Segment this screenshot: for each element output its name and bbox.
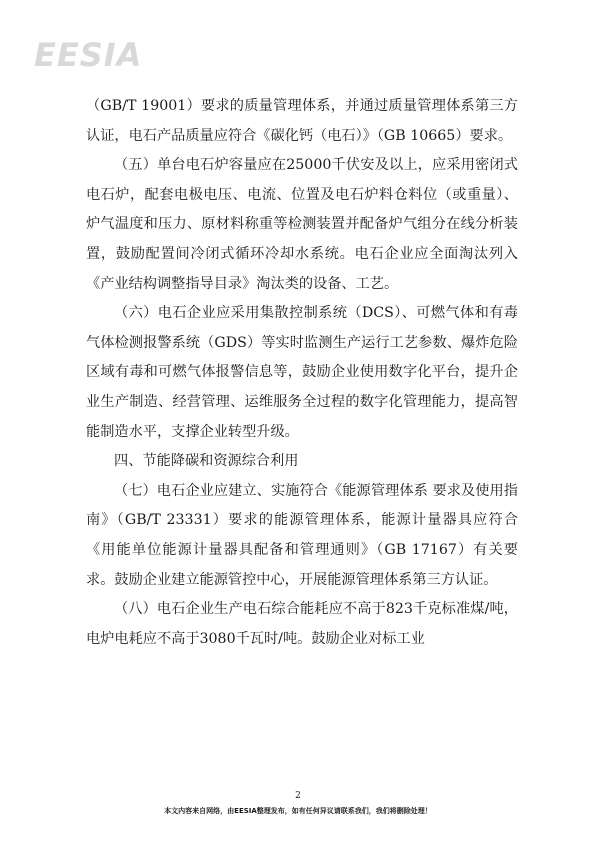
section-heading: 四、节能降碳和资源综合利用 (114, 453, 299, 470)
document-body (86, 92, 518, 654)
paragraph-item-7: （七）电石企业应建立、实施符合《能源管理体系 要求及使用指南》（GB/T 23331）要求的能源管理体系，能源计量器具应符合《用能单位能源计量器具配备和管理通则》（GB 17167）有关要求。鼓励企业建立能源管控中心，开展能源管理体系第三方认证。 (86, 482, 518, 588)
footer-disclaimer: 本文内容来自网络，由EESIA整理发布，如有任何异议请联系我们，我们将删除处理！ (164, 807, 432, 815)
paragraph-item-8: （八）电石企业生产电石综合能耗应不高于823千克标准煤/吨，电炉电耗应不高于3080千瓦时/吨。鼓励企业对标工业 (86, 601, 518, 647)
eesia-logo: EESIA (34, 36, 143, 74)
paragraph-item-5: （五）单台电石炉容量应在25000千伏安及以上，应采用密闭式电石炉，配套电极电压、电流、位置及电石炉料仓料位（或重量）、炉气温度和压力、原材料称重等检测装置并配备炉气组分在线分析装置，鼓励配置间冷闭式循环冷却水系统。电石企业应全面淘汰列入《产业结构调整指导目录》淘汰类的设备、工艺。 (86, 157, 518, 292)
paragraph-item-6: （六）电石企业应采用集散控制系统（DCS）、可燃气体和有毒气体检测报警系统（GDS）等实时监测生产运行工艺参数、爆炸危险区域有毒和可燃气体报警信息等，鼓励企业使用数字化平台，提升企业生产制造、经营管理、运维服务全过程的数字化管理能力，提高智能制造水平，支撑企业转型升级。 (86, 305, 518, 440)
paragraph-continuation: （GB/T 19001）要求的质量管理体系，并通过质量管理体系第三方认证，电石产品质量应符合《碳化钙（电石）》（GB 10665）要求。 (86, 98, 518, 144)
page-number: 2 (295, 791, 301, 801)
